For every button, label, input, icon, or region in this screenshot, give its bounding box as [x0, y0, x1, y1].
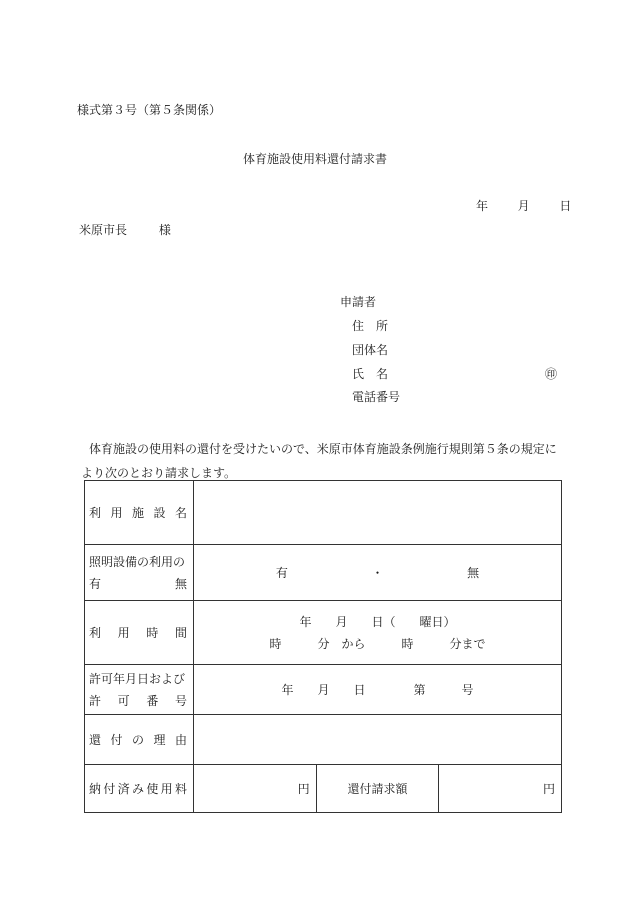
- permit-value[interactable]: 年 月 日 第 号: [194, 665, 562, 715]
- date-year: 年: [476, 199, 489, 213]
- lighting-label-line1: 照明設備の利用の: [89, 554, 186, 569]
- row-reason: [85, 715, 562, 765]
- addressee: [79, 223, 171, 237]
- time-label: 利 用 時 間: [89, 626, 187, 640]
- permit-label-line1: 許可年月日および: [89, 671, 186, 686]
- refund-unit: 円: [542, 782, 555, 796]
- lighting-separator: ・: [371, 566, 384, 580]
- time-range-line: 時 分 から 時 分まで: [269, 636, 486, 651]
- time-label-cell: [85, 601, 194, 665]
- seal-mark: ㊞: [545, 367, 558, 381]
- paid-amount[interactable]: [194, 765, 317, 813]
- date-line: [476, 199, 571, 213]
- time-date-line: 年 月 日（ 曜日）: [299, 614, 456, 629]
- addressee-name: 米原市長: [79, 223, 128, 237]
- form-number: 様式第３号（第５条関係）: [77, 103, 222, 117]
- applicant-name-label: 氏 名: [352, 367, 389, 381]
- reason-label: 還 付 の 理 由: [89, 733, 187, 747]
- permit-label-line2: 許 可 番 号: [89, 693, 187, 708]
- permit-label-cell: [85, 665, 194, 715]
- addressee-honorific: 様: [158, 223, 171, 237]
- row-usage-time: [85, 601, 562, 665]
- facility-label: 利 用 施 設 名: [89, 506, 187, 520]
- request-table: [84, 480, 562, 813]
- facility-value[interactable]: [194, 481, 562, 545]
- lighting-label-line2: 有 無: [89, 576, 187, 591]
- reason-value[interactable]: [194, 715, 562, 765]
- refund-amount[interactable]: [439, 765, 562, 813]
- facility-label-cell: [85, 481, 194, 545]
- request-statement: 体育施設の使用料の還付を受けたいので、米原市体育施設条例施行規則第５条の規定により次のとおり請求します。: [81, 442, 557, 480]
- row-lighting: [85, 545, 562, 601]
- row-facility: [85, 481, 562, 545]
- lighting-no[interactable]: 無: [467, 566, 480, 580]
- paid-label-cell: [85, 765, 194, 813]
- refund-label: 還付請求額: [316, 765, 439, 813]
- time-value[interactable]: [194, 601, 562, 665]
- lighting-label-cell: [85, 545, 194, 601]
- applicant-address-label: 住 所: [352, 319, 389, 333]
- reason-label-cell: [85, 715, 194, 765]
- paid-unit: 円: [297, 782, 310, 796]
- applicant-phone-label: 電話番号: [352, 390, 401, 404]
- date-month: 月: [517, 199, 530, 213]
- document-title: 体育施設使用料還付請求書: [242, 152, 387, 166]
- lighting-yes[interactable]: 有: [275, 566, 288, 580]
- applicant-group-label: 団体名: [352, 343, 389, 357]
- row-permit: [85, 665, 562, 715]
- row-amounts: [85, 765, 562, 813]
- date-day: 日: [559, 199, 572, 213]
- applicant-heading: 申請者: [340, 295, 377, 309]
- lighting-value[interactable]: [194, 545, 562, 601]
- paid-label: 納 付 済 み 使 用 料: [89, 782, 187, 796]
